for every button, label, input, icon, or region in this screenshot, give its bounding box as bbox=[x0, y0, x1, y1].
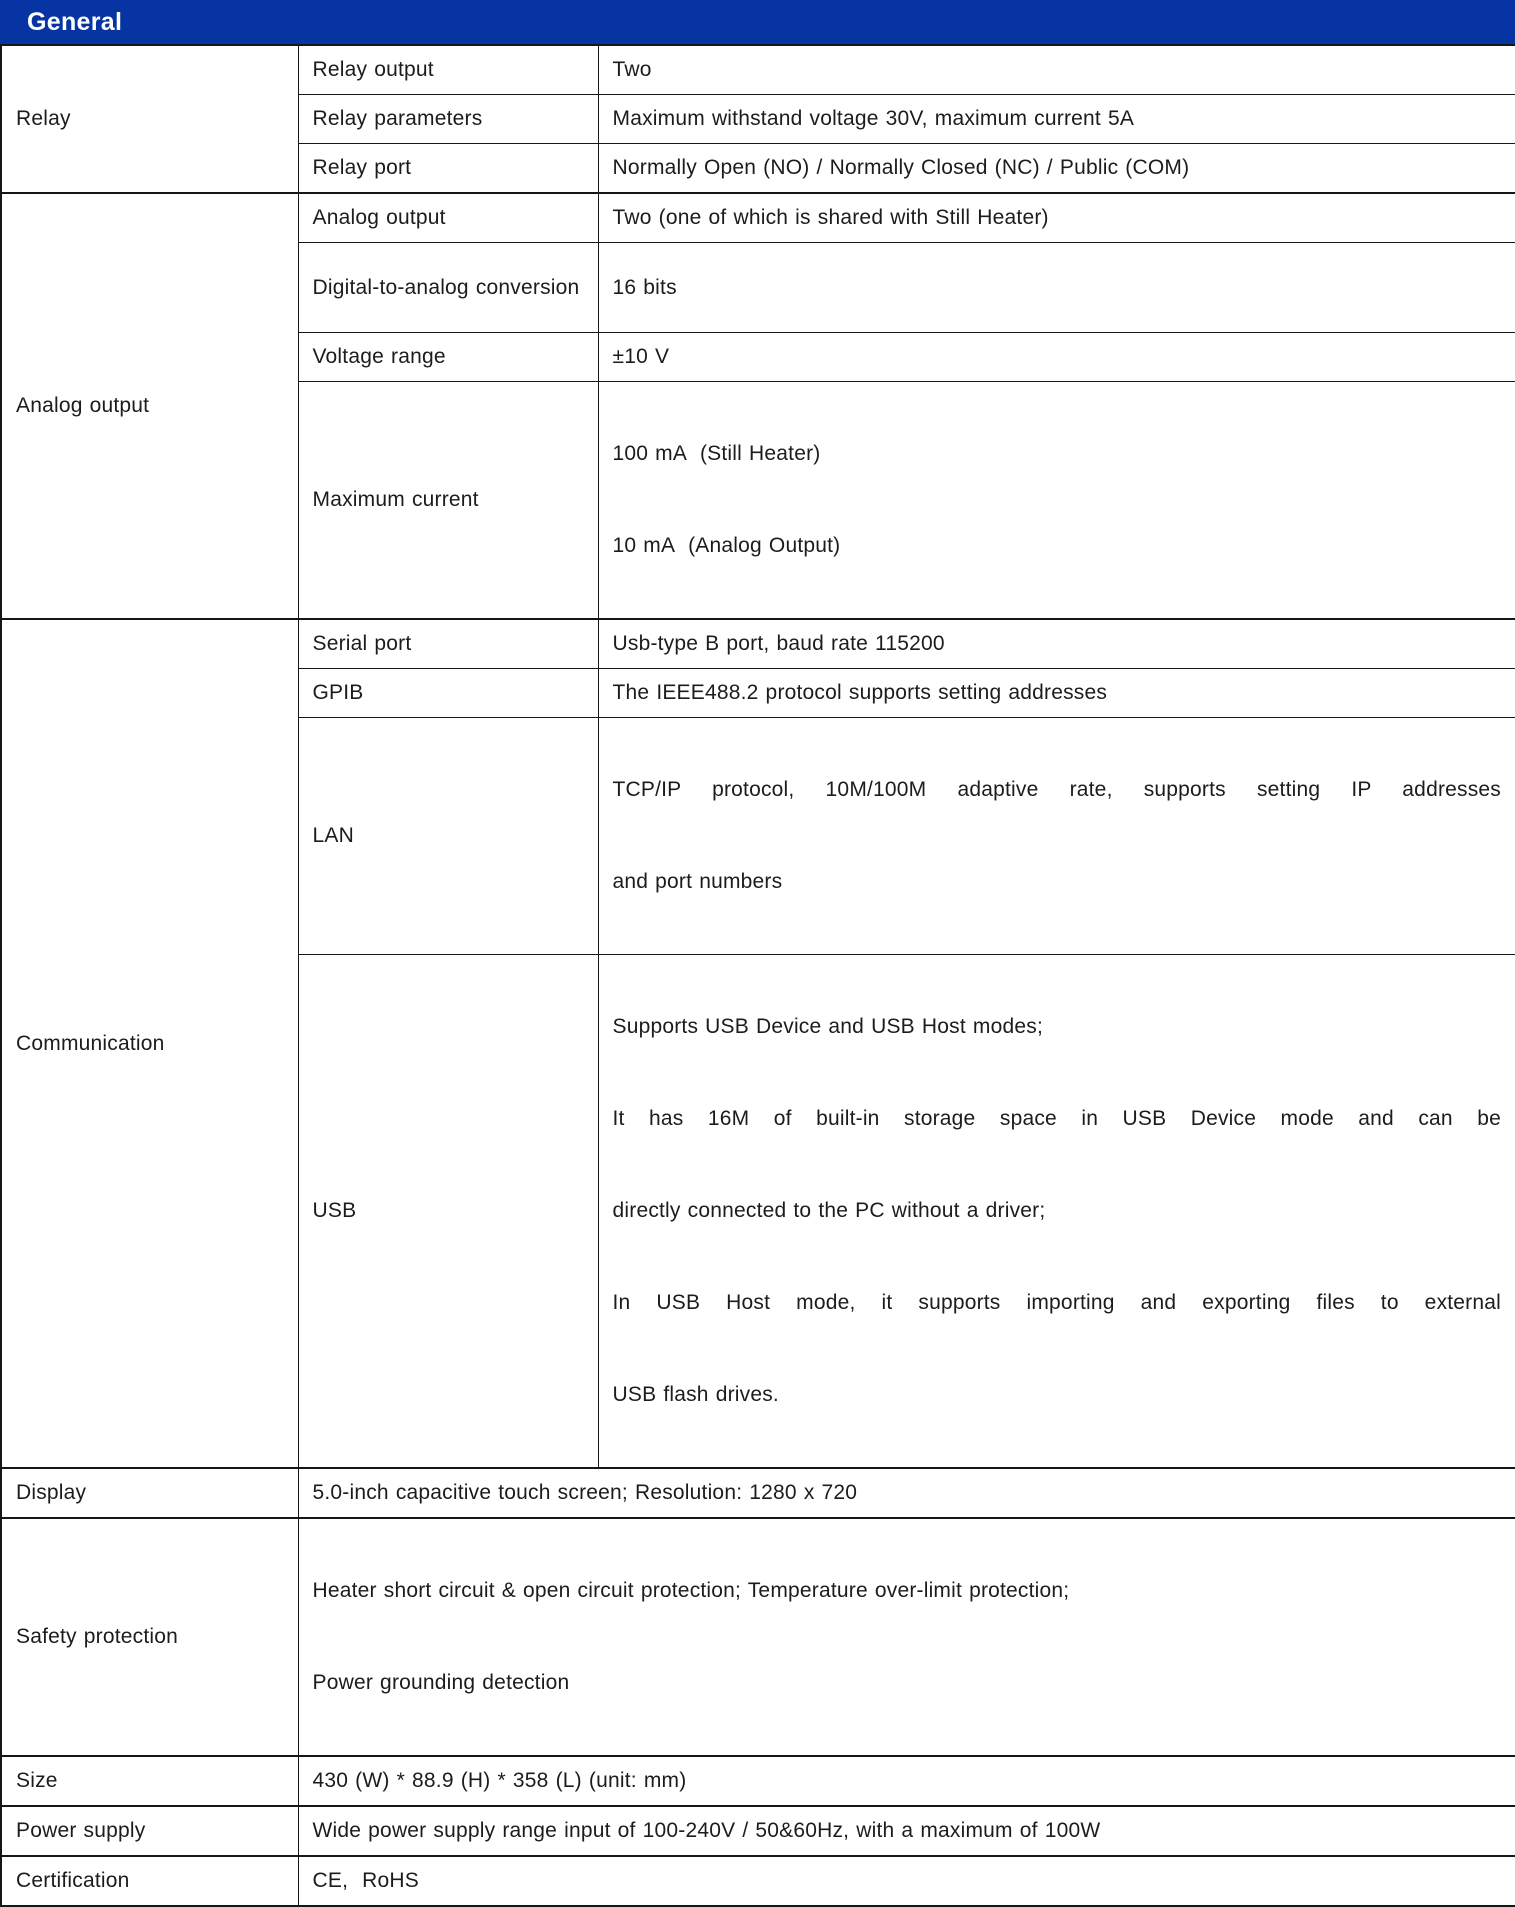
value-line: and port numbers bbox=[612, 870, 783, 893]
spec-value-cell: The IEEE488.2 protocol supports setting addresses bbox=[598, 669, 1515, 718]
value-line: Supports USB Device and USB Host modes; bbox=[612, 1015, 1043, 1038]
spec-value-cell bbox=[298, 1518, 1515, 1756]
spec-param-cell: Relay parameters bbox=[298, 95, 598, 144]
spec-value-cell: Wide power supply range input of 100-240V / 50&60Hz, with a maximum of 100W bbox=[298, 1806, 1515, 1856]
value-line: 10 mA (Analog Output) bbox=[612, 534, 841, 557]
spec-value-cell: Usb-type B port, baud rate 115200 bbox=[598, 619, 1515, 669]
table-row bbox=[1, 1468, 1515, 1518]
spec-param-cell: Digital-to-analog conversion bbox=[298, 243, 598, 333]
spec-value-cell: 5.0-inch capacitive touch screen; Resolution: 1280 x 720 bbox=[298, 1468, 1515, 1518]
spec-param-cell: Size bbox=[1, 1756, 298, 1806]
spec-value-cell: ±10 V bbox=[598, 333, 1515, 382]
section-header-bar bbox=[0, 0, 1515, 44]
value-line: Heater short circuit & open circuit protection; Temperature over-limit protection; bbox=[312, 1579, 1070, 1602]
spec-param-cell: Display bbox=[1, 1468, 298, 1518]
spec-param-cell: Analog output bbox=[298, 193, 598, 243]
spec-value-cell bbox=[598, 382, 1515, 620]
spec-value-cell: 16 bits bbox=[598, 243, 1515, 333]
spec-value-cell: Normally Open (NO) / Normally Closed (NC) / Public (COM) bbox=[598, 144, 1515, 194]
spec-value-cell: CE, RoHS bbox=[298, 1856, 1515, 1906]
spec-param-cell: Maximum current bbox=[298, 382, 598, 620]
value-line: Power grounding detection bbox=[312, 1671, 570, 1694]
spec-param-cell: Power supply bbox=[1, 1806, 298, 1856]
spec-param-cell: Voltage range bbox=[298, 333, 598, 382]
group-label-relay: Relay bbox=[1, 45, 298, 193]
value-line: TCP/IP protocol, 10M/100M adaptive rate, supports setting IP addresses bbox=[612, 778, 1501, 801]
spec-param-cell: LAN bbox=[298, 718, 598, 955]
spec-value-cell bbox=[598, 955, 1515, 1469]
spec-value-cell bbox=[598, 718, 1515, 955]
spec-value-cell: Two (one of which is shared with Still Heater) bbox=[598, 193, 1515, 243]
table-row bbox=[1, 619, 1515, 669]
table-row bbox=[1, 1806, 1515, 1856]
group-label-communication: Communication bbox=[1, 619, 298, 1468]
value-line: 100 mA (Still Heater) bbox=[612, 442, 821, 465]
spec-param-cell: GPIB bbox=[298, 669, 598, 718]
spec-value-cell: Maximum withstand voltage 30V, maximum current 5A bbox=[598, 95, 1515, 144]
value-line: USB flash drives. bbox=[612, 1383, 779, 1406]
table-row bbox=[1, 1856, 1515, 1906]
spec-param-cell: USB bbox=[298, 955, 598, 1469]
spec-param-cell: Serial port bbox=[298, 619, 598, 669]
spec-param-cell: Certification bbox=[1, 1856, 298, 1906]
spec-param-cell: Relay port bbox=[298, 144, 598, 194]
table-row bbox=[1, 1756, 1515, 1806]
table-row bbox=[1, 193, 1515, 243]
value-line: In USB Host mode, it supports importing and exporting files to external bbox=[612, 1291, 1501, 1314]
spec-table bbox=[0, 44, 1515, 1907]
spec-value-cell: 430 (W) * 88.9 (H) * 358 (L) (unit: mm) bbox=[298, 1756, 1515, 1806]
table-row bbox=[1, 1518, 1515, 1756]
value-line: It has 16M of built-in storage space in USB Device mode and can be bbox=[612, 1107, 1501, 1130]
value-line: directly connected to the PC without a driver; bbox=[612, 1199, 1046, 1222]
table-row bbox=[1, 45, 1515, 95]
spec-param-cell: Relay output bbox=[298, 45, 598, 95]
spec-param-cell: Safety protection bbox=[1, 1518, 298, 1756]
section-title: General bbox=[27, 7, 123, 36]
group-label-analog-output: Analog output bbox=[1, 193, 298, 619]
spec-value-cell: Two bbox=[598, 45, 1515, 95]
